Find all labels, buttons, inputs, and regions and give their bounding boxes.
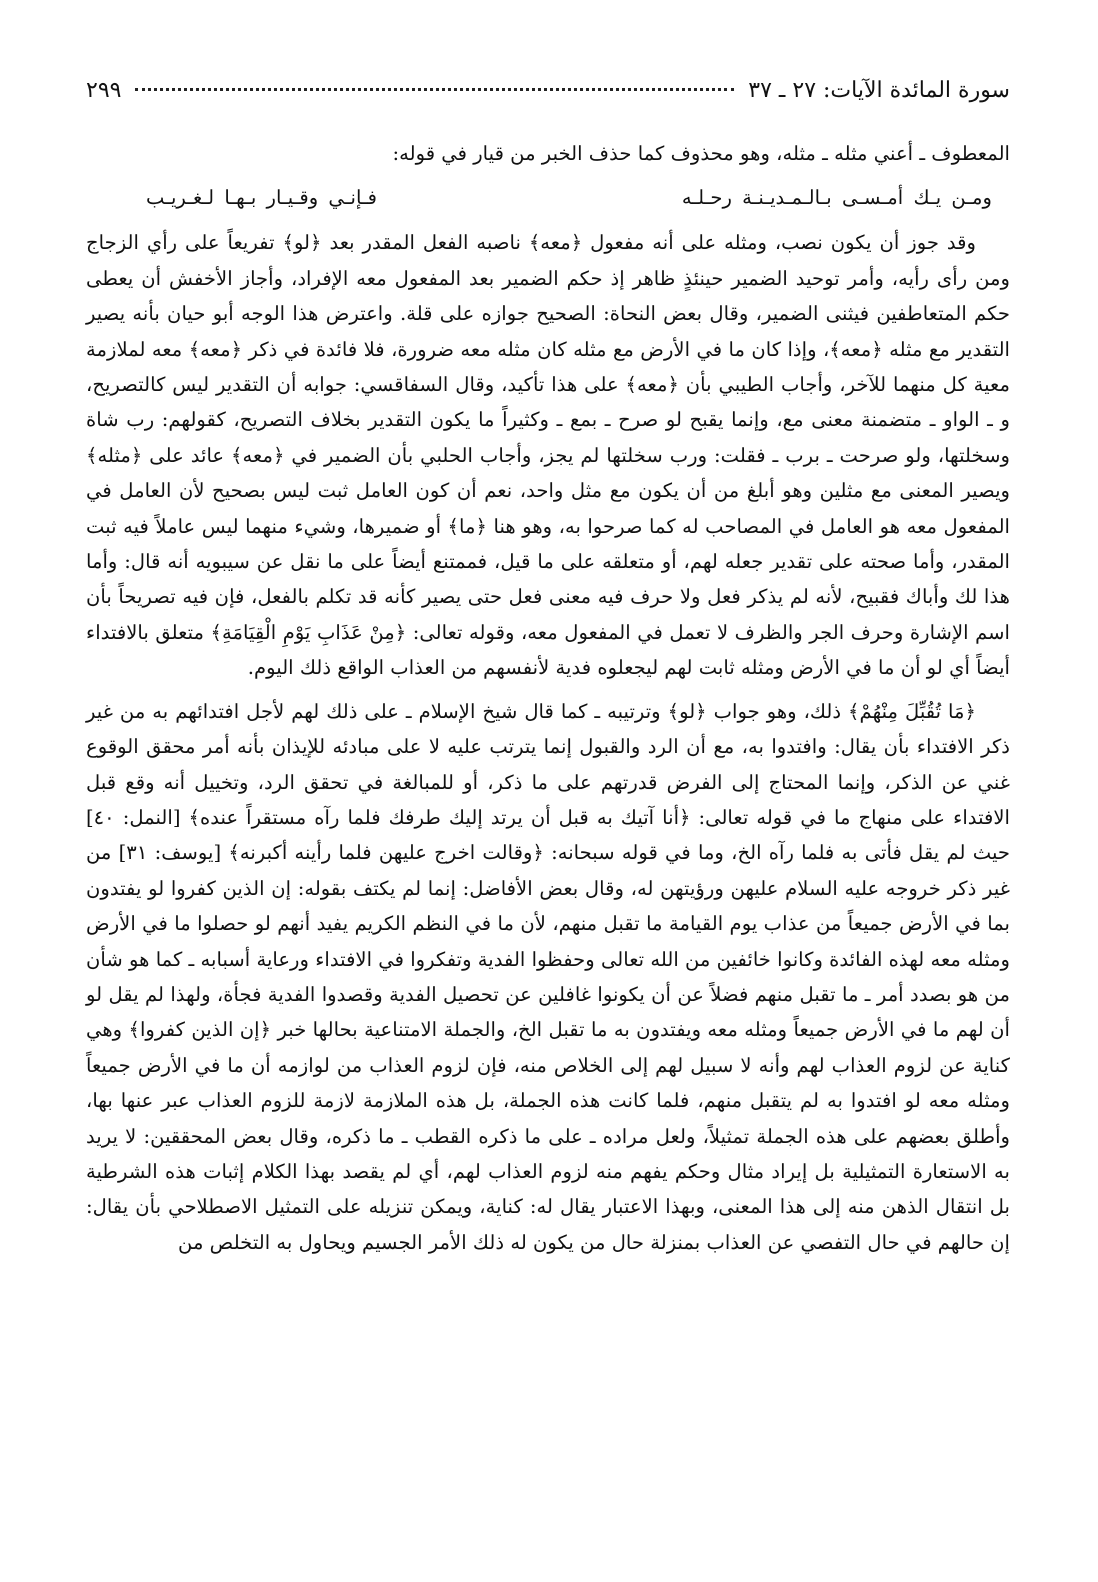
paragraph-2: ﴿مَا تُقُبِّلَ مِنْهُمْ﴾ ذلك، وهو جواب ﴿لو﴾ وترتيبه ـ كما قال شيخ الإسلام ـ على ذلك لهم لأجل افتدائهم به من غير ذكر الافتداء بأن يقال: وافتدوا به، مع أن الرد والقبول إنما يترتب عليه لا على مبادئه للإيذان بأنه أمر محقق الوقوع غني عن الذكر، وإنما المحتاج إلى الفرض قدرتهم على ما ذكر، أو للمبالغة في تحقق الرد، وتخييل أنه وقع قبل الافتداء على منهاج ما في قوله تعالى: ﴿أنا آتيك به قبل أن يرتد إليك طرفك فلما رآه مستقراً عنده﴾ [النمل: ٤٠] حيث لم يقل فأتى به فلما رآه الخ، وما في قوله سبحانه: ﴿وقالت اخرج عليهن فلما رأينه أكبرنه﴾ [يوسف: ٣١] من غير ذكر خروجه عليه السلام عليهن ورؤيتهن له، وقال بعض الأفاضل: إنما لم يكتف بقوله: إن الذين كفروا لو يفتدون بما في الأرض جميعاً من عذاب يوم القيامة ما تقبل منهم، لأن ما في النظم الكريم يفيد أنهم لو حصلوا ما في الأرض ومثله معه لهذه الفائدة وكانوا خائفين من الله تعالى وحفظوا الفدية وتفكروا في الافتداء ورعاية أسبابه ـ كما هو شأن من هو بصدد أمر ـ ما تقبل منهم فضلاً عن أن يكونوا غافلين عن تحصيل الفدية وقصدوا الفدية فجأة، ولهذا لم يقل لو أن لهم ما في الأرض جميعاً ومثله معه ويفتدون به ما تقبل الخ، والجملة الامتناعية بحالها خبر ﴿إن الذين كفروا﴾ وهي كناية عن لزوم العذاب لهم وأنه لا سبيل لهم إلى الخلاص منه، فإن لزوم العذاب من لوازمه أن ما في الأرض جميعاً ومثله معه لو افتدوا به لم يتقبل منهم، فلما كانت هذه الجملة، بل هذه الملازمة لازمة للزوم العذاب عبر عنها بها، وأطلق بعضهم على هذه الجملة تمثيلاً، ولعل مراده ـ على ما ذكره القطب ـ ما ذكره، وقال بعض المحققين: لا يريد به الاستعارة التمثيلية بل إيراد مثال وحكم يفهم منه لزوم العذاب لهم، أي لم يقصد بهذا الكلام إثبات هذه الشرطية بل انتقال الذهن منه إلى هذا المعنى، وبهذا الاعتبار يقال له: كناية، ويمكن تنزيله على التمثيل الاصطلاحي بأن يقال: إن حالهم في حال التفصي عن العذاب بمنزلة حال من يكون له ذلك الأمر الجسيم ويحاول به التخلص من — [86, 699, 1010, 1254]
verse-first-hemistich: ومـن يـك أمـسـى بـالـمـديـنـة رحـلـه — [681, 186, 992, 210]
paragraph-1: وقد جوز أن يكون نصب، ومثله على أنه مفعول ﴿معه﴾ ناصبه الفعل المقدر بعد ﴿لو﴾ تفريعاً على رأي الزجاج ومن رأى رأيه، وأمر توحيد الضمير حينئذٍ ظاهر إذ حكم الضمير بعد المفعول معه الإفراد، وأجاز الأخفش أن يعطى حكم المتعاطفين فيثنى الضمير، وقال بعض النحاة: الصحيح جوازه على قلة. واعترض هذا الوجه أبو حيان بأنه يصير التقدير مع مثله ﴿معه﴾، وإذا كان ما في الأرض مع مثله كان مثله معه ضرورة، فلا فائدة في ذكر ﴿معه﴾ معه لملازمة معية كل منهما للآخر، وأجاب الطيبي بأن ﴿معه﴾ على هذا تأكيد، وقال السفاقسي: جوابه أن التقدير ليس كالتصريح، و ـ الواو ـ متضمنة معنى مع، وإنما يقبح لو صرح ـ بمع ـ وكثيراً ما يكون التقدير بخلاف التصريح، كقولهم: رب شاة وسخلتها، ولو صرحت ـ برب ـ فقلت: ورب سخلتها لم يجز، وأجاب الحلبي بأن الضمير في ﴿معه﴾ عائد على ﴿مثله﴾ ويصير المعنى مع مثلين وهو أبلغ من أن يكون مع مثل واحد، نعم أن كون العامل ثبت ليس بصحيح لأن العامل في المفعول معه هو العامل في المصاحب له كما صرحوا به، وهو هنا ﴿ما﴾ أو ضميرها، وشيء منهما ليس عاملاً فيه ثبت المقدر، وأما صحته على تقدير جعله لهم، أو متعلقه على ما قيل، فممتنع أيضاً على ما نقل عن سيبويه أنه قال: وأما هذا لك وأباك فقبيح، لأنه لم يذكر فعل ولا حرف فيه معنى فعل حتى يصير كأنه قد تكلم بالفعل، فإن فيه تصريحاً بأن اسم الإشارة وحرف الجر والظرف لا تعمل في المفعول معه، وقوله تعالى: ﴿مِنْ عَذَابِ يَوْمِ الْقِيَامَةِ﴾ متعلق بالافتداء أيضاً أي لو أن ما في الأرض ومثله ثابت لهم ليجعلوه فدية لأنفسهم من العذاب الواقع ذلك اليوم. — [86, 231, 1010, 680]
page-number: ٢٩٩ — [86, 78, 122, 103]
intro-line: المعطوف ـ أعني مثله ـ مثله، وهو محذوف كما حذف الخبر من قيار في قوله: — [392, 142, 1010, 165]
running-header — [86, 78, 1010, 122]
dotted-leader — [135, 88, 734, 91]
body-text — [86, 136, 1010, 1260]
poetry-verse — [86, 179, 1010, 217]
verse-second-hemistich: فـإنـي وقـيـار بـهـا لـغـريـب — [146, 186, 378, 210]
running-header-title: سورة المائدة الآيات: ٢٧ ـ ٣٧ — [748, 78, 1010, 103]
paragraph-gap — [86, 686, 1010, 694]
